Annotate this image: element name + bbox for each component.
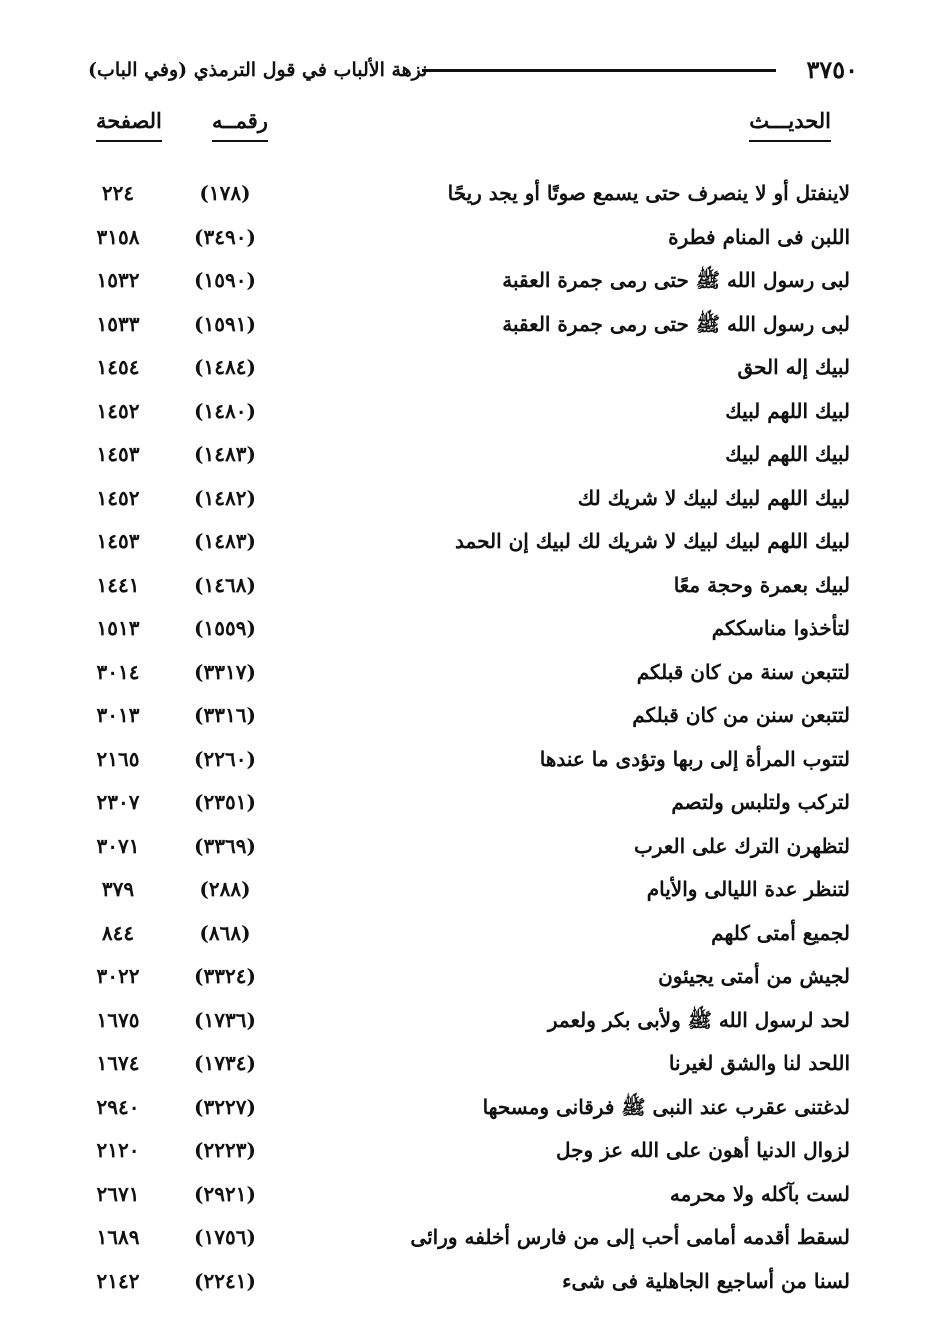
hadith-number: (٣٤٩٠) bbox=[194, 224, 256, 249]
hadith-text: لسقط أقدمه أمامى أحب إلى من فارس أخلفه ورائى bbox=[410, 1225, 850, 1249]
page-reference: ٢١٢٠ bbox=[96, 1138, 140, 1162]
page-reference: ١٤٥٢ bbox=[96, 398, 140, 423]
page-reference: ٣٠١٤ bbox=[96, 659, 140, 684]
hadith-text: لتأخذوا مناسككم bbox=[711, 616, 850, 640]
hadith-text: لتتبعن سنن من كان قبلكم bbox=[632, 703, 850, 727]
hadith-number: (١٤٨٢) bbox=[194, 485, 256, 510]
column-heading-number: رقمــه bbox=[212, 106, 268, 142]
index-entry bbox=[60, 172, 860, 216]
index-entry bbox=[60, 1260, 860, 1304]
hadith-number: (٣٣٦٩) bbox=[194, 833, 256, 858]
index-entry bbox=[60, 738, 860, 782]
index-entry bbox=[60, 912, 860, 956]
hadith-number: (١٧٣٦) bbox=[194, 1007, 256, 1032]
book-title: نزهة الألباب في قول الترمذي (وفي الباب) bbox=[88, 59, 428, 81]
page-reference: ١٦٧٥ bbox=[96, 1007, 140, 1032]
page-reference: ١٤٥٣ bbox=[96, 529, 140, 553]
page-reference: ١٤٤١ bbox=[96, 572, 140, 597]
hadith-text: لجيش من أمتى يجيئون bbox=[658, 964, 850, 988]
page-reference: ٣٠٢٢ bbox=[96, 964, 140, 988]
index-entry bbox=[60, 825, 860, 869]
index-entry bbox=[60, 607, 860, 651]
page-reference: ١٦٨٩ bbox=[96, 1225, 140, 1249]
hadith-number: (١٤٨٣) bbox=[194, 442, 256, 466]
column-heading-page: الصفحة bbox=[96, 106, 162, 142]
page-reference: ٢٩٤٠ bbox=[96, 1094, 140, 1119]
page-reference: ٢١٦٥ bbox=[96, 746, 140, 771]
hadith-number: (٢٨٨) bbox=[199, 877, 251, 901]
running-header bbox=[88, 52, 858, 88]
hadith-number: (٢٢٢٣) bbox=[194, 1138, 256, 1162]
hadith-text: لبيك بعمرة وحجة معًا bbox=[673, 572, 850, 597]
page-reference: ٢٦٧١ bbox=[96, 1181, 140, 1206]
index-entry bbox=[60, 651, 860, 695]
index-entry bbox=[60, 1216, 860, 1260]
page-reference: ٢١٤٢ bbox=[96, 1268, 140, 1293]
page-reference: ١٤٥٣ bbox=[96, 442, 140, 466]
page-reference: ٨٤٤ bbox=[101, 920, 135, 945]
hadith-text: اللبن فى المنام فطرة bbox=[668, 224, 850, 249]
hadith-text: لحد لرسول الله ﷺ ولأبى بكر ولعمر bbox=[547, 1007, 850, 1032]
hadith-number: (٣٣١٦) bbox=[194, 703, 256, 727]
index-entry bbox=[60, 564, 860, 608]
index-entry bbox=[60, 1129, 860, 1173]
page-reference: ٣٧٩ bbox=[101, 877, 135, 901]
hadith-number: (١٤٨٤) bbox=[194, 355, 256, 379]
index-entry bbox=[60, 259, 860, 303]
hadith-text: لتتبعن سنة من كان قبلكم bbox=[636, 659, 850, 684]
hadith-text: لبيك اللهم لبيك لبيك لا شريك لك bbox=[577, 485, 850, 510]
hadith-number: (١٤٨٣) bbox=[194, 529, 256, 553]
index-entry bbox=[60, 390, 860, 434]
index-entry bbox=[60, 303, 860, 347]
index-entry bbox=[60, 477, 860, 521]
index-entry bbox=[60, 346, 860, 390]
hadith-text: لسنا من أساجيع الجاهلية فى شىء bbox=[562, 1268, 850, 1293]
hadith-number: (١٥٩١) bbox=[194, 311, 256, 336]
page-number: ٣٧٥٠ bbox=[806, 55, 858, 84]
page-reference: ١٥٣٢ bbox=[96, 268, 140, 292]
column-heading-hadith: الحديـــث bbox=[749, 106, 831, 142]
hadith-text: لزوال الدنيا أهون على الله عز وجل bbox=[556, 1138, 850, 1162]
hadith-text: لدغتنى عقرب عند النبى ﷺ فرقانى ومسحها bbox=[482, 1094, 850, 1119]
index-entry bbox=[60, 868, 860, 912]
page-reference: ١٦٧٤ bbox=[96, 1051, 140, 1075]
index-entry bbox=[60, 1086, 860, 1130]
index-entry bbox=[60, 520, 860, 564]
header-rule bbox=[422, 69, 776, 72]
hadith-text: لاينفتل أو لا ينصرف حتى يسمع صوتًا أو يجد ريحًا bbox=[447, 181, 850, 205]
hadith-number: (١٧٥٦) bbox=[194, 1225, 256, 1249]
hadith-number: (١٧٨) bbox=[199, 181, 251, 205]
hadith-text: لبى رسول الله ﷺ حتى رمى جمرة العقبة bbox=[502, 268, 850, 292]
index-entry bbox=[60, 999, 860, 1043]
hadith-number: (٢٢٤١) bbox=[194, 1268, 256, 1293]
page-reference: ١٤٥٤ bbox=[96, 355, 140, 379]
hadith-number: (٢٩٢١) bbox=[194, 1181, 256, 1206]
index-entry bbox=[60, 1173, 860, 1217]
hadith-number: (٣٣١٧) bbox=[194, 659, 256, 684]
page-reference: ١٤٥٢ bbox=[96, 485, 140, 510]
index-entry bbox=[60, 955, 860, 999]
hadith-number: (١٥٩٠) bbox=[194, 268, 256, 292]
hadith-number: (٣٣٢٤) bbox=[194, 964, 256, 988]
hadith-index-list bbox=[60, 172, 860, 1303]
index-entry bbox=[60, 781, 860, 825]
hadith-number: (٢٣٥١) bbox=[194, 790, 256, 814]
hadith-text: لتنظر عدة الليالى والأيام bbox=[646, 877, 850, 901]
hadith-text: لست بآكله ولا محرمه bbox=[669, 1181, 850, 1206]
index-entry bbox=[60, 216, 860, 260]
hadith-text: لبيك إله الحق bbox=[737, 355, 850, 379]
hadith-text: لتركب ولتلبس ولتصم bbox=[671, 790, 850, 814]
hadith-text: لبيك اللهم لبيك لبيك لا شريك لك لبيك إن الحمد bbox=[455, 529, 850, 553]
hadith-text: لبيك اللهم لبيك bbox=[725, 442, 850, 466]
hadith-number: (٢٢٦٠) bbox=[194, 746, 256, 771]
hadith-number: (١٤٨٠) bbox=[194, 398, 256, 423]
index-entry bbox=[60, 433, 860, 477]
hadith-number: (١٥٥٩) bbox=[194, 616, 256, 640]
hadith-number: (٣٢٢٧) bbox=[194, 1094, 256, 1119]
hadith-number: (١٤٦٨) bbox=[194, 572, 256, 597]
hadith-number: (٨٦٨) bbox=[199, 920, 251, 945]
hadith-text: لتظهرن الترك على العرب bbox=[634, 833, 850, 858]
hadith-text: لجميع أمتى كلهم bbox=[711, 920, 850, 945]
page-reference: ٣٠١٣ bbox=[96, 703, 140, 727]
page-reference: ٣٠٧١ bbox=[96, 833, 140, 858]
page-reference: ٢٣٠٧ bbox=[96, 790, 140, 814]
hadith-text: اللحد لنا والشق لغيرنا bbox=[668, 1051, 850, 1075]
index-entry bbox=[60, 1042, 860, 1086]
page-reference: ١٥٣٣ bbox=[96, 311, 140, 336]
index-entry bbox=[60, 694, 860, 738]
page-reference: ٣١٥٨ bbox=[96, 224, 140, 249]
page-reference: ٢٢٤ bbox=[101, 181, 135, 205]
page-reference: ١٥١٣ bbox=[96, 616, 140, 640]
hadith-text: لتتوب المرأة إلى ربها وتؤدى ما عندها bbox=[539, 746, 850, 771]
hadith-text: لبى رسول الله ﷺ حتى رمى جمرة العقبة bbox=[502, 311, 850, 336]
hadith-number: (١٧٣٤) bbox=[194, 1051, 256, 1075]
hadith-text: لبيك اللهم لبيك bbox=[725, 398, 850, 423]
